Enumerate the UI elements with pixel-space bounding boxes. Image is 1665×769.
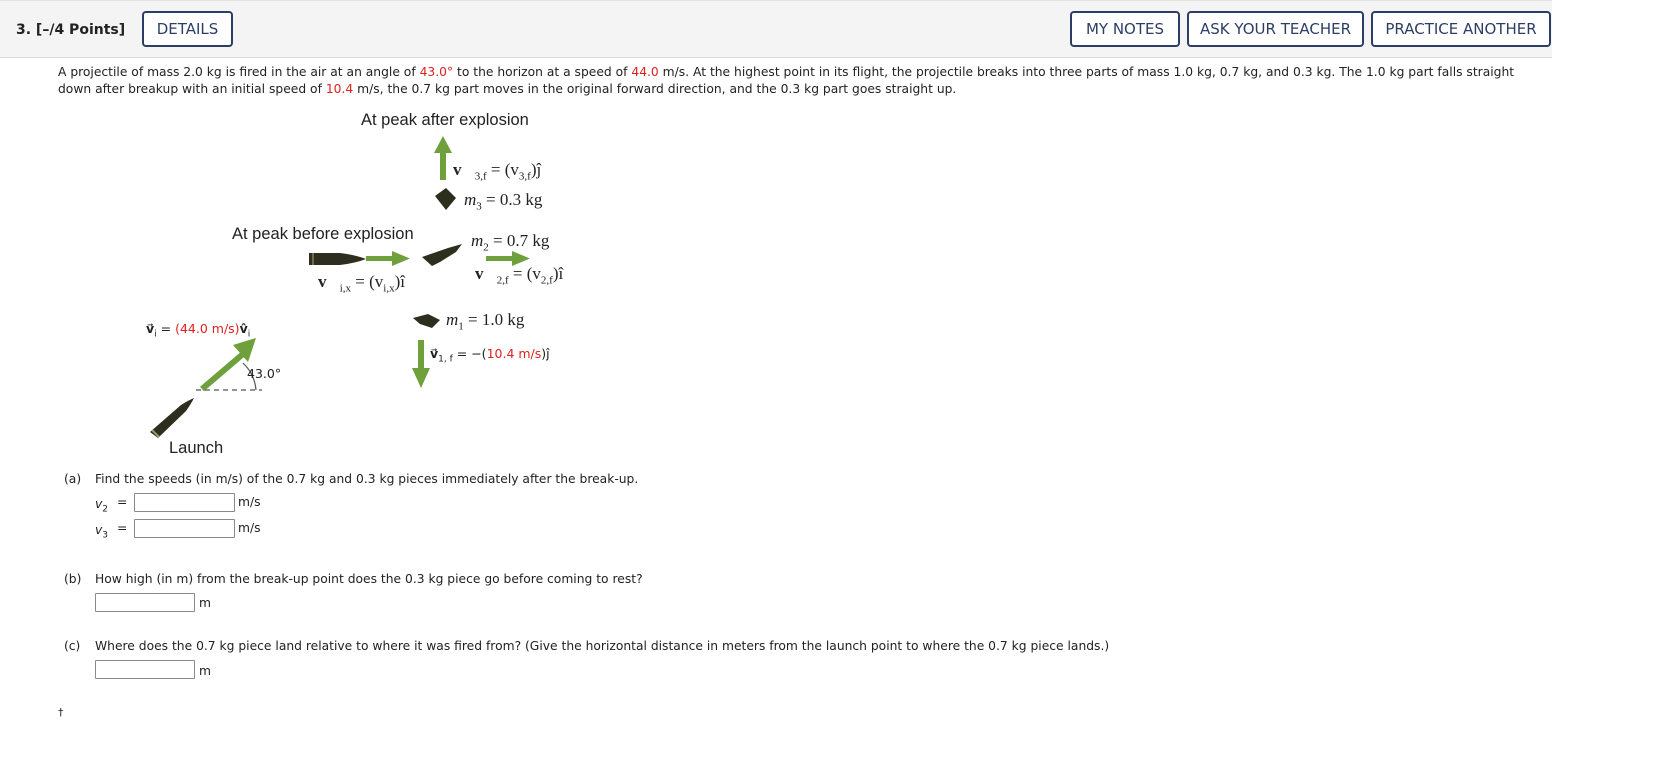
part-b-question: How high (in m) from the break-up point does the 0.3 kg piece go before coming to rest?: [95, 572, 643, 586]
practice-another-button[interactable]: PRACTICE ANOTHER: [1371, 11, 1551, 47]
v1-down-arrow: [412, 340, 430, 388]
v3-equals: =: [117, 521, 128, 535]
m1-label: $m_1 = 1.0$ kg: [446, 310, 525, 333]
v2-variable: $v_2$: [95, 497, 109, 515]
launch-velocity-arrow: [202, 338, 256, 389]
problem-fall-speed: 10.4: [325, 82, 354, 96]
m3-fragment: [435, 188, 456, 210]
before-explosion-title: At peak before explosion: [232, 225, 414, 243]
launch-label: Launch: [169, 439, 224, 457]
my-notes-button[interactable]: MY NOTES: [1070, 11, 1180, 47]
v2-answer-input[interactable]: [134, 493, 235, 512]
height-answer-input[interactable]: [95, 593, 195, 612]
problem-text-3: m/s. At the highest point in its flight, the projectile breaks into three parts of mass 1.0 kg, 0.7 kg, and 0.3 kg. The 1.0 kg part falls straight down after breakup with an initial speed of: [58, 65, 1515, 96]
problem-text-4: m/s, the 0.7 kg part moves in the original forward direction, and the 0.3 kg part goes straight up.: [353, 82, 957, 96]
footnote-mark: †: [58, 706, 64, 719]
v3-unit: m/s: [238, 521, 261, 535]
m2-label: $m_2 = 0.7$ kg: [471, 231, 550, 254]
after-explosion-title: At peak after explosion: [361, 111, 529, 129]
part-a-letter: (a): [64, 472, 82, 486]
m2-fragment: [422, 244, 462, 266]
v3-up-arrow: [434, 136, 452, 180]
distance-unit: m: [199, 664, 211, 678]
problem-speed: 44.0: [631, 65, 659, 79]
vix-arrow: [366, 251, 410, 266]
part-a-question: Find the speeds (in m/s) of the 0.7 kg and 0.3 kg pieces immediately after the break-up.: [95, 472, 639, 486]
problem-text-2: to the horizon at a speed of: [453, 65, 632, 79]
height-unit: m: [199, 596, 211, 610]
v3f-label: $v⃗_{3,f}$ = $(v_{3,f})ĵ$: [453, 160, 542, 183]
launch-angle-label: 43.0°: [247, 366, 282, 381]
v2f-label: $v⃗_{2,f}$ = $(v_{2,f})î$: [475, 264, 564, 287]
v1f-label: $v⃗_{1, f} = -(10.4$ m/s)ĵ: [430, 346, 550, 365]
v3-answer-input[interactable]: [134, 519, 235, 538]
bullet-before-explosion: [309, 253, 366, 265]
v3-variable: $v_3$: [95, 523, 109, 541]
m1-fragment: [413, 314, 440, 328]
v2-unit: m/s: [238, 495, 261, 509]
details-button[interactable]: DETAILS: [142, 11, 233, 47]
vi-label: $v⃗_i = (44.0$ $m/s)v̂_i$: [146, 321, 251, 340]
part-c-question: Where does the 0.7 kg piece land relative to where it was fired from? (Give the horizontal distance in meters from the launch point to where the 0.7 kg piece lands.): [95, 639, 1110, 653]
ask-teacher-button[interactable]: ASK YOUR TEACHER: [1187, 11, 1364, 47]
vix-label: $v⃗_{i,x}$ = $(v_{i,x})î$: [318, 272, 405, 295]
problem-text-1: A projectile of mass 2.0 kg is fired in the air at an angle of: [58, 65, 420, 79]
v2-equals: =: [117, 495, 128, 509]
question-label: 3. [–/4 Points]: [16, 22, 126, 38]
part-b-letter: (b): [64, 572, 82, 586]
part-c-letter: (c): [64, 639, 81, 653]
distance-answer-input[interactable]: [95, 660, 195, 679]
launch-bullet: [150, 398, 194, 438]
problem-angle: 43.0°: [419, 65, 454, 79]
m3-label: $m_3 = 0.3$ kg: [464, 190, 543, 213]
